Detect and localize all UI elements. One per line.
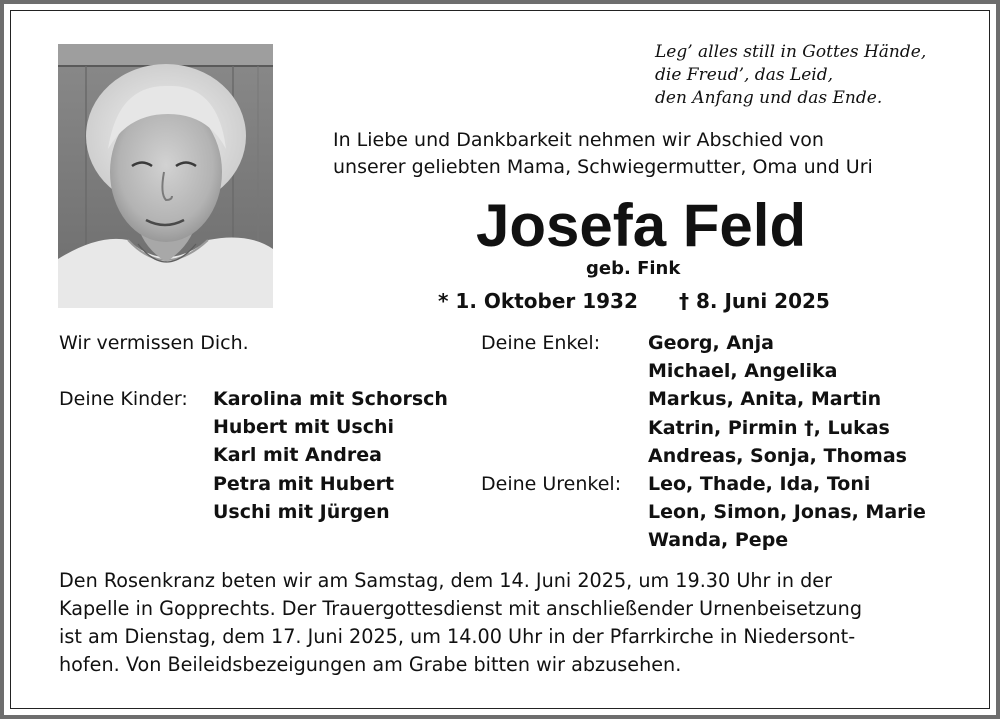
death-date: † 8. Juni 2025: [679, 289, 830, 313]
great-grandchild-name: Leon, Simon, Jonas, Marie: [648, 501, 926, 524]
verse: [655, 41, 975, 110]
child-name: Hubert mit Uschi: [213, 416, 395, 439]
grandchild-name: Andreas, Sonja, Thomas: [648, 444, 907, 467]
great-grandchild-name: Leo, Thade, Ida, Toni: [648, 473, 871, 495]
children-list: [213, 385, 448, 526]
grandchild-name: Michael, Angelika: [648, 360, 838, 383]
portrait-photo: [58, 44, 273, 308]
great-grandchildren-label: Deine Urenkel:: [481, 473, 622, 495]
closing-line: hofen. Von Beileidsbezeigungen am Grabe bitten wir abzusehen.: [59, 653, 682, 676]
deceased-name: Josefa Feld: [476, 192, 807, 259]
verse-line: den Anfang und das Ende.: [655, 88, 883, 108]
closing-line: ist am Dienstag, dem 17. Juni 2025, um 14.00 Uhr in der Pfarrkirche in Niedersont-: [59, 625, 856, 648]
intro-line: unserer geliebten Mama, Schwiegermutter, Oma und Uri: [333, 156, 873, 178]
grandchild-name: Katrin, Pirmin †, Lukas: [648, 416, 890, 439]
closing-paragraph: [59, 567, 939, 679]
great-grandchildren-list: [648, 470, 926, 555]
grandchildren-label: Deine Enkel:: [481, 332, 601, 354]
closing-line: Den Rosenkranz beten wir am Samstag, dem 14. Juni 2025, um 19.30 Uhr in der: [59, 569, 832, 592]
great-grandchild-name: Wanda, Pepe: [648, 529, 789, 552]
child-name: Uschi mit Jürgen: [213, 500, 390, 523]
birth-name: geb. Fink: [586, 258, 681, 279]
miss-line: Wir vermissen Dich.: [59, 332, 249, 354]
child-name: Karolina mit Schorsch: [213, 388, 448, 410]
verse-line: Leg’ alles still in Gottes Hände,: [655, 42, 927, 62]
grandchild-name: Markus, Anita, Martin: [648, 388, 882, 411]
child-name: Karl mit Andrea: [213, 444, 382, 467]
birth-date: * 1. Oktober 1932: [438, 289, 638, 313]
grandchild-name: Georg, Anja: [648, 332, 774, 354]
child-name: Petra mit Hubert: [213, 472, 395, 495]
closing-line: Kapelle in Gopprechts. Der Trauergottesdienst mit anschließender Urnenbeisetzung: [59, 597, 862, 620]
verse-line: die Freud’, das Leid,: [655, 65, 834, 85]
grandchildren-list: [648, 329, 907, 470]
children-label: Deine Kinder:: [59, 388, 188, 410]
intro-line: In Liebe und Dankbarkeit nehmen wir Abschied von: [333, 129, 824, 151]
intro-text: [333, 127, 873, 181]
